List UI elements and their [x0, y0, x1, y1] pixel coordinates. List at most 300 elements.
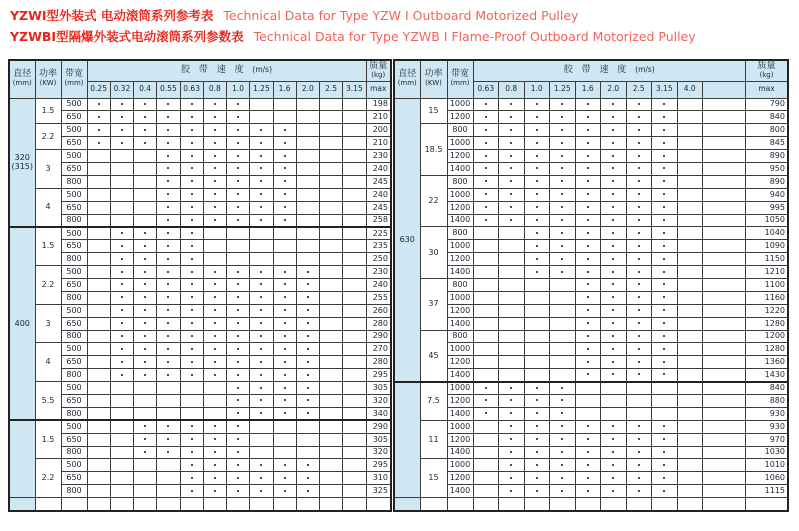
speed-cell	[473, 137, 499, 150]
speed-cell	[703, 162, 746, 175]
dot-marker	[587, 283, 589, 285]
dot-marker	[214, 438, 216, 440]
speed-cell	[250, 343, 273, 356]
speed-cell	[320, 240, 343, 253]
belt-width-cell: 1000	[447, 382, 473, 395]
speed-cell	[677, 498, 703, 511]
belt-width-cell: 800	[61, 446, 87, 459]
speed-cell	[499, 446, 525, 459]
speed-cell	[703, 111, 746, 124]
speed-cell	[320, 278, 343, 291]
speed-cell	[157, 137, 180, 150]
speed-cell	[473, 150, 499, 163]
speed-cell	[343, 485, 366, 498]
dot-marker	[587, 361, 589, 363]
speed-cell	[499, 266, 525, 279]
speed-cell	[626, 137, 652, 150]
speed-cell	[575, 485, 601, 498]
speed-cell	[703, 369, 746, 382]
speed-cell	[499, 124, 525, 137]
speed-cell	[180, 201, 203, 214]
dot-marker	[587, 103, 589, 105]
dot-marker	[260, 490, 262, 492]
mass-value-cell: 245	[366, 201, 391, 214]
speed-cell	[227, 304, 250, 317]
mass-value-cell: 1150	[746, 253, 789, 266]
speed-cell	[180, 472, 203, 485]
speed-cell	[110, 150, 133, 163]
dot-marker	[284, 180, 286, 182]
speed-cell	[296, 382, 319, 395]
dot-marker	[237, 451, 239, 453]
speed-cell	[575, 266, 601, 279]
belt-width-cell: 1400	[447, 485, 473, 498]
mass-value-cell: 1210	[746, 266, 789, 279]
dot-marker	[214, 296, 216, 298]
speed-cell	[499, 253, 525, 266]
dot-marker	[284, 490, 286, 492]
dot-marker	[561, 180, 563, 182]
speed-cell	[250, 188, 273, 201]
speed-cell	[677, 201, 703, 214]
dot-marker	[638, 258, 640, 260]
dot-marker	[121, 296, 123, 298]
dot-marker	[561, 142, 563, 144]
speed-cell	[601, 459, 627, 472]
dot-marker	[191, 129, 193, 131]
speed-cell	[134, 407, 157, 420]
speed-cell	[626, 330, 652, 343]
speed-cell	[575, 317, 601, 330]
speed-cell	[652, 227, 678, 240]
speed-cell	[473, 214, 499, 227]
speed-cell	[677, 214, 703, 227]
belt-width-cell: 1400	[447, 369, 473, 382]
speed-cell	[601, 111, 627, 124]
dot-marker	[663, 258, 665, 260]
speed-cell	[550, 304, 576, 317]
speed-cell	[134, 485, 157, 498]
speed-cell	[87, 253, 110, 266]
dot-marker	[638, 245, 640, 247]
dot-marker	[612, 477, 614, 479]
mass-value-cell: 320	[366, 394, 391, 407]
dot-marker	[663, 296, 665, 298]
dot-marker	[587, 373, 589, 375]
speed-cell	[87, 356, 110, 369]
belt-width-cell: 500	[61, 98, 87, 111]
speed-cell	[320, 137, 343, 150]
speed-cell	[575, 472, 601, 485]
speed-cell	[157, 382, 180, 395]
speed-cell	[550, 459, 576, 472]
speed-cell	[203, 291, 226, 304]
dot-marker	[98, 129, 100, 131]
dot-marker	[587, 335, 589, 337]
dot-marker	[510, 399, 512, 401]
power-cell: 3	[35, 304, 61, 343]
speed-cell	[320, 407, 343, 420]
speed-cell	[550, 433, 576, 446]
speed-cell	[296, 240, 319, 253]
table-row	[394, 317, 788, 330]
dot-marker	[260, 335, 262, 337]
speed-cell	[157, 227, 180, 240]
mass-value-cell: 240	[366, 188, 391, 201]
mass-label: 质量	[757, 60, 776, 71]
dot-marker	[237, 309, 239, 311]
dot-marker	[191, 283, 193, 285]
table-row	[394, 343, 788, 356]
speed-cell	[87, 369, 110, 382]
dot-marker	[561, 129, 563, 131]
dot-marker	[536, 206, 538, 208]
speed-cell	[652, 253, 678, 266]
speed-cell	[343, 446, 366, 459]
table-row	[394, 394, 788, 407]
dot-marker	[536, 103, 538, 105]
dot-marker	[260, 180, 262, 182]
belt-width-cell: 500	[61, 266, 87, 279]
belt-width-cell: 800	[61, 253, 87, 266]
speed-cell	[110, 266, 133, 279]
belt-width-cell: 800	[447, 278, 473, 291]
speed-cell	[652, 317, 678, 330]
speed-cell	[703, 472, 746, 485]
speed-cell	[320, 214, 343, 227]
speed-cell	[499, 472, 525, 485]
speed-cell	[180, 459, 203, 472]
mass-value-cell: 890	[746, 150, 789, 163]
dot-marker	[191, 464, 193, 466]
speed-cell	[626, 266, 652, 279]
dot-marker	[612, 451, 614, 453]
speed-cell	[87, 201, 110, 214]
dot-marker	[510, 425, 512, 427]
dot-marker	[638, 425, 640, 427]
belt-speed-unit: (m/s)	[252, 64, 273, 74]
dot-marker	[191, 374, 193, 376]
speed-cell	[626, 459, 652, 472]
dot-marker	[561, 155, 563, 157]
table-row	[9, 150, 391, 163]
table-row	[9, 356, 391, 369]
speed-cell	[652, 98, 678, 111]
dot-marker	[284, 142, 286, 144]
mass-value-cell: 1200	[746, 330, 789, 343]
speed-cell	[626, 291, 652, 304]
mass-value-cell: 250	[366, 253, 391, 266]
speed-cell	[273, 485, 296, 498]
col-header-mass	[366, 60, 391, 81]
table-row	[394, 304, 788, 317]
speed-cell	[273, 343, 296, 356]
speed-cell	[473, 111, 499, 124]
speed-cell	[343, 382, 366, 395]
dot-marker	[663, 309, 665, 311]
speed-cell	[499, 485, 525, 498]
dot-marker	[587, 322, 589, 324]
dot-marker	[638, 283, 640, 285]
table-row	[394, 111, 788, 124]
speed-cell	[652, 330, 678, 343]
dot-marker	[612, 271, 614, 273]
speed-cell	[473, 266, 499, 279]
mass-value-cell: 340	[366, 407, 391, 420]
speed-cell	[203, 175, 226, 188]
dot-marker	[121, 142, 123, 144]
speed-cell	[575, 253, 601, 266]
dot-marker	[260, 412, 262, 414]
speed-cell	[273, 420, 296, 433]
speed-cell	[703, 175, 746, 188]
speed-cell	[473, 343, 499, 356]
speed-cell	[87, 124, 110, 137]
mass-value-cell: 950	[746, 162, 789, 175]
belt-width-cell: 800	[61, 175, 87, 188]
table-row	[394, 201, 788, 214]
speed-cell	[250, 433, 273, 446]
speed-cell	[524, 472, 550, 485]
speed-tick-0.4: 0.4	[134, 81, 157, 98]
speed-cell	[575, 369, 601, 382]
speed-cell	[575, 394, 601, 407]
belt-width-cell: 650	[61, 317, 87, 330]
mass-value-cell: 305	[366, 433, 391, 446]
col-header-power-label: 功率	[424, 69, 443, 80]
dot-marker	[214, 180, 216, 182]
mass-value-cell: 240	[366, 162, 391, 175]
table-row	[394, 137, 788, 150]
dot-marker	[284, 335, 286, 337]
speed-cell	[273, 98, 296, 111]
dot-marker	[561, 271, 563, 273]
speed-cell	[320, 446, 343, 459]
speed-cell	[677, 162, 703, 175]
speed-cell	[524, 304, 550, 317]
speed-cell	[203, 369, 226, 382]
speed-cell	[296, 291, 319, 304]
speed-cell	[110, 485, 133, 498]
speed-cell	[473, 498, 499, 511]
speed-cell	[87, 433, 110, 446]
speed-cell	[134, 356, 157, 369]
speed-cell	[575, 291, 601, 304]
dot-marker	[485, 103, 487, 105]
speed-cell	[703, 240, 746, 253]
dot-marker	[237, 219, 239, 221]
dot-marker	[536, 258, 538, 260]
belt-width-cell: 1400	[447, 266, 473, 279]
speed-cell	[524, 227, 550, 240]
table-row	[9, 214, 391, 227]
speed-cell	[652, 137, 678, 150]
dot-marker	[536, 271, 538, 273]
speed-cell	[652, 291, 678, 304]
mass-value-cell: 305	[366, 382, 391, 395]
dot-marker	[638, 129, 640, 131]
table-row	[9, 188, 391, 201]
speed-cell	[180, 278, 203, 291]
speed-cell	[227, 446, 250, 459]
speed-tick-0.25: 0.25	[87, 81, 110, 98]
speed-cell	[157, 407, 180, 420]
belt-width-cell: 1000	[447, 188, 473, 201]
dot-marker	[167, 129, 169, 131]
dot-marker	[214, 374, 216, 376]
table-row	[9, 472, 391, 485]
speed-cell	[180, 356, 203, 369]
dot-marker	[510, 438, 512, 440]
speed-cell	[273, 356, 296, 369]
dot-marker	[510, 412, 512, 414]
power-cell: 37	[420, 278, 447, 330]
speed-cell	[296, 253, 319, 266]
yzwb-table-container	[393, 59, 790, 531]
dot-marker	[214, 206, 216, 208]
dot-marker	[284, 296, 286, 298]
dot-marker	[485, 206, 487, 208]
dot-marker	[612, 193, 614, 195]
table-row	[9, 227, 391, 240]
mass-value-cell: 230	[366, 150, 391, 163]
speed-cell	[677, 124, 703, 137]
dot-marker	[612, 335, 614, 337]
belt-width-cell: 1200	[447, 433, 473, 446]
belt-width-cell	[61, 498, 87, 511]
dot-marker	[284, 271, 286, 273]
speed-cell	[227, 369, 250, 382]
dot-marker	[536, 232, 538, 234]
speed-cell	[601, 175, 627, 188]
speed-cell	[227, 175, 250, 188]
dot-marker	[612, 373, 614, 375]
dot-marker	[587, 425, 589, 427]
dot-marker	[638, 373, 640, 375]
mass-value-cell: 890	[746, 175, 789, 188]
dot-marker	[663, 167, 665, 169]
speed-cell	[550, 175, 576, 188]
dot-marker	[561, 425, 563, 427]
dot-marker	[561, 258, 563, 260]
speed-cell	[601, 291, 627, 304]
power-cell: 7.5	[420, 382, 447, 421]
dot-marker	[663, 232, 665, 234]
speed-cell	[134, 394, 157, 407]
dot-marker	[663, 103, 665, 105]
col-header-diameter	[394, 60, 420, 98]
speed-cell	[296, 420, 319, 433]
table-row	[9, 343, 391, 356]
speed-cell	[703, 150, 746, 163]
speed-cell	[343, 304, 366, 317]
dot-marker	[284, 309, 286, 311]
speed-cell	[677, 240, 703, 253]
speed-cell	[524, 137, 550, 150]
dot-marker	[485, 155, 487, 157]
dot-marker	[191, 322, 193, 324]
dot-marker	[536, 142, 538, 144]
dot-marker	[144, 425, 146, 427]
dot-marker	[237, 167, 239, 169]
speed-cell	[626, 175, 652, 188]
speed-cell	[550, 291, 576, 304]
dot-marker	[237, 103, 239, 105]
speed-cell	[499, 214, 525, 227]
dot-marker	[485, 219, 487, 221]
speed-cell	[180, 111, 203, 124]
speed-cell	[652, 498, 678, 511]
speed-cell	[273, 201, 296, 214]
mass-value-cell: 840	[746, 111, 789, 124]
table-row	[9, 137, 391, 150]
power-cell	[420, 498, 447, 511]
speed-cell	[157, 459, 180, 472]
col-header-belt-speed: 胶 带 速 度 (m/s)	[87, 60, 366, 81]
speed-cell	[499, 356, 525, 369]
speed-cell	[157, 240, 180, 253]
belt-width-cell: 500	[61, 420, 87, 433]
speed-cell	[626, 227, 652, 240]
speed-cell	[524, 240, 550, 253]
speed-cell	[180, 214, 203, 227]
mass-max-label: max	[366, 81, 391, 98]
belt-width-cell: 800	[447, 330, 473, 343]
speed-cell	[320, 124, 343, 137]
speed-cell	[273, 304, 296, 317]
speed-cell	[203, 227, 226, 240]
dot-marker	[612, 155, 614, 157]
dot-marker	[485, 142, 487, 144]
dot-marker	[214, 142, 216, 144]
speed-cell	[575, 498, 601, 511]
dot-marker	[284, 206, 286, 208]
dot-marker	[638, 477, 640, 479]
speed-cell	[134, 124, 157, 137]
power-cell: 15	[420, 459, 447, 498]
dot-marker	[510, 387, 512, 389]
dot-marker	[638, 438, 640, 440]
speed-cell	[343, 201, 366, 214]
speed-cell	[473, 98, 499, 111]
speed-cell	[652, 124, 678, 137]
speed-cell	[601, 420, 627, 433]
dot-marker	[612, 438, 614, 440]
speed-cell	[134, 317, 157, 330]
dot-marker	[485, 180, 487, 182]
dot-marker	[536, 399, 538, 401]
dot-marker	[663, 451, 665, 453]
speed-cell	[296, 446, 319, 459]
dot-marker	[638, 464, 640, 466]
speed-cell	[180, 227, 203, 240]
dot-marker	[121, 283, 123, 285]
speed-cell	[320, 459, 343, 472]
speed-cell	[343, 214, 366, 227]
table-row	[9, 175, 391, 188]
speed-cell	[110, 472, 133, 485]
speed-cell	[343, 175, 366, 188]
speed-cell	[601, 369, 627, 382]
dot-marker	[260, 283, 262, 285]
speed-cell	[343, 369, 366, 382]
speed-cell	[652, 162, 678, 175]
speed-cell	[703, 343, 746, 356]
speed-cell	[703, 420, 746, 433]
speed-cell	[524, 420, 550, 433]
belt-width-cell: 1200	[447, 394, 473, 407]
speed-cell	[134, 175, 157, 188]
